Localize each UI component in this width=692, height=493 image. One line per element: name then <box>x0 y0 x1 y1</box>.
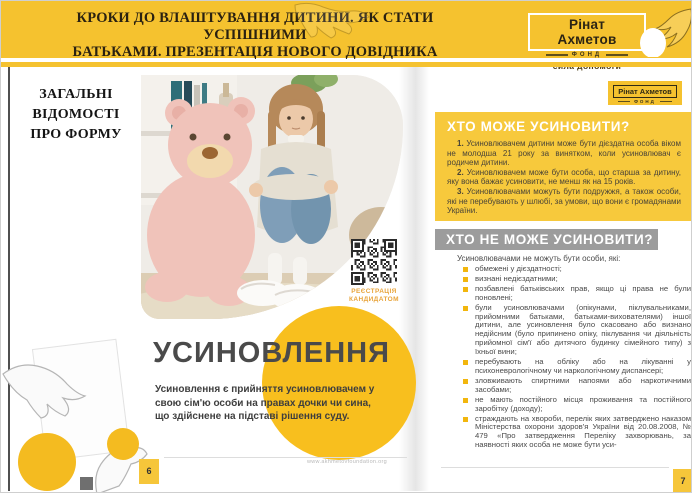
who-cannot-adopt-section-bar <box>435 229 658 250</box>
section-heading: ЗАГАЛЬНІ ВІДОМОСТІ ПРО ФОРМУ <box>30 87 122 142</box>
list-item: страждають на хвороби, перелік яких затверджено наказом Міністерства охорони здоров'я України від 20.08.2008, № 479 «Про затвердження Переліку захворювань, за наявності яких особа не може бути уси- <box>463 415 691 451</box>
who-can-adopt-section <box>435 112 692 221</box>
foundation-logo-name: Рінат Ахметов <box>528 13 646 51</box>
who-cannot-intro: Усиновлювачами не можуть бути особи, які: <box>457 254 621 263</box>
footer-url: www.akhmetovfoundation.org <box>307 459 387 465</box>
hand-egg-icon <box>637 7 692 57</box>
divider-rule <box>1 62 692 67</box>
hand-sketch-icon <box>289 1 373 47</box>
bullet-square-icon <box>463 417 468 422</box>
list-item: перебувають на обліку або на лікуванні у психоневрологічному чи наркологічному диспансері; <box>463 358 691 376</box>
bullet-square-icon <box>463 277 468 282</box>
top-banner <box>1 1 692 58</box>
numbered-paragraph: 2. Усиновлювачем може бути особа, що старша за дитину, яку вона бажає усиновити, не менш як на 15 років. <box>447 167 681 187</box>
foundation-logo-small <box>608 81 682 105</box>
yellow-circle-corner <box>18 433 76 491</box>
page-number-right: 7 <box>673 469 692 493</box>
bullet-square-icon <box>463 306 468 311</box>
who-cannot-list <box>463 265 691 451</box>
bullet-square-icon <box>463 379 468 384</box>
banner-title-line2: БАТЬКАМИ. ПРЕЗЕНТАЦІЯ НОВОГО ДОВІДНИКА <box>72 44 438 60</box>
banner-title <box>29 10 481 61</box>
numbered-paragraph: 1. Усиновлювачем дитини може бути дієздатна особа віком не молодша 21 року за винятком, коли усиновлювач є родичем дитини. <box>447 139 681 168</box>
bullet-square-icon <box>463 267 468 272</box>
bullet-square-icon <box>463 398 468 403</box>
list-item: не мають постійного місця проживання та постійного заробітку (доходу); <box>463 396 691 414</box>
bullet-square-icon <box>463 360 468 365</box>
gray-square-accent <box>80 477 93 490</box>
page-title-description: Усиновлення є прийняття усиновлювачем у свою сім'ю особи на правах дочки чи сина, що здійснене на підставі рішення суду. <box>155 384 375 422</box>
qr-code <box>351 239 397 285</box>
list-item: були усиновлювачами (опікунами, піклувальниками, прийомними батьками, батьками-вихователями) іншої дитини, але усиновлення було скасовано або визнано недійсним (було припинено опіку, піклування чи діяльність прийомної сім'ї або дитячого будинку сімейного типу) з їхньої вини; <box>463 304 691 357</box>
qr-label: РЕЄСТРАЦІЯ КАНДИДАТОМ <box>349 288 399 303</box>
list-item: позбавлені батьківських прав, якщо ці права не були поновлені; <box>463 285 691 303</box>
list-item: зловживають спиртними напоями або наркотичними засобами; <box>463 377 691 395</box>
bullet-square-icon <box>463 287 468 292</box>
foundation-logo-small-fond: ФОНД <box>608 99 682 104</box>
foundation-logo-fond: ФОНД <box>528 52 646 58</box>
who-can-adopt-paragraphs <box>447 139 681 216</box>
page-number-left: 6 <box>139 459 159 484</box>
page-spine-shadow <box>399 67 429 491</box>
who-cannot-adopt-heading: ХТО НЕ МОЖЕ УСИНОВИТИ? <box>446 232 654 247</box>
who-can-adopt-heading: ХТО МОЖЕ УСИНОВИТИ? <box>447 119 630 134</box>
page-title: УСИНОВЛЕННЯ <box>153 337 390 369</box>
numbered-paragraph: 3. Усиновлювачами можуть бути подружжя, а також особи, які не перебувають у шлюбі, за умови, що вони є громадянами України. <box>447 186 681 216</box>
footer-divider-right <box>441 467 669 468</box>
banner-title-line1: КРОКИ ДО ВЛАШТУВАННЯ ДИТИНИ. ЯК СТАТИ УСПІШНИМИ <box>76 10 434 43</box>
footer-divider-left <box>164 457 407 458</box>
foundation-logo-small-name: Рінат Ахметов <box>613 85 677 98</box>
list-item: визнані недієздатними; <box>463 275 691 284</box>
yellow-circle-small <box>107 428 139 460</box>
list-item: обмежені у дієздатності; <box>463 265 691 274</box>
